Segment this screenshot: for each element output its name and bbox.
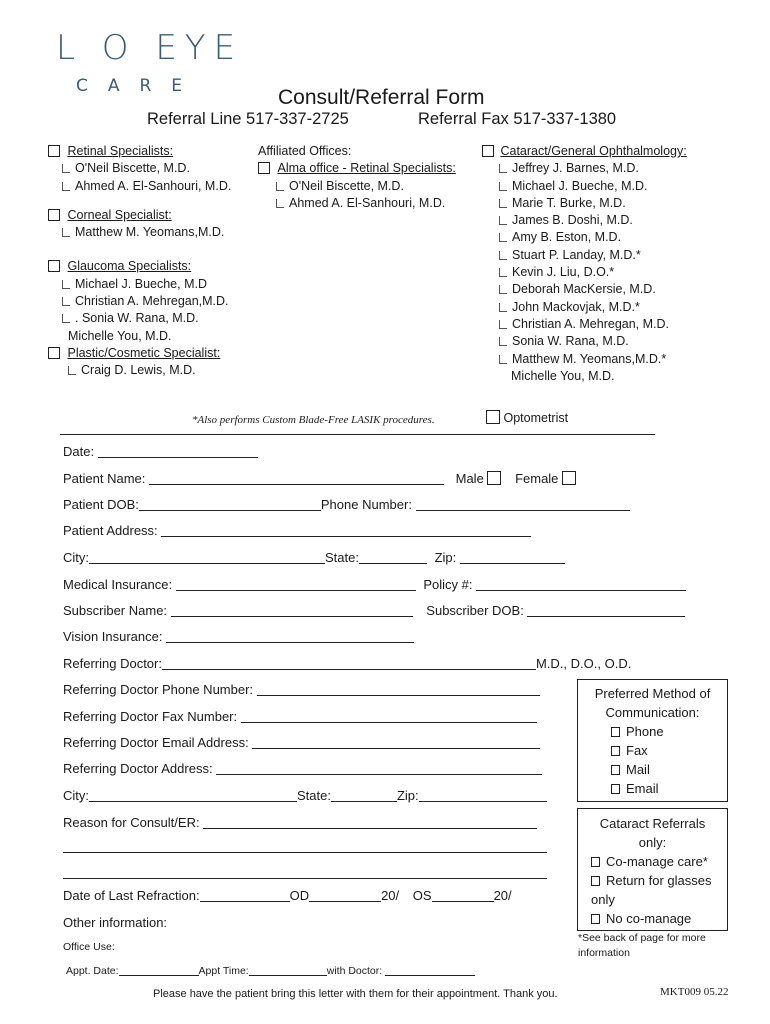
- dob-input[interactable]: [139, 497, 321, 511]
- ref-doctor-input[interactable]: [162, 656, 536, 670]
- reason-input[interactable]: [203, 815, 537, 829]
- retinal-doctor: Ahmed A. El-Sanhouri, M.D.: [62, 178, 231, 195]
- cataract-column: [482, 143, 687, 385]
- tick-mark: [62, 182, 70, 191]
- preferred-option[interactable]: Mail: [611, 760, 727, 779]
- affiliated-title: Affiliated Offices:: [258, 144, 352, 158]
- ref-doctor-row: [63, 656, 631, 671]
- date-row: [63, 444, 258, 459]
- optometrist-checkbox[interactable]: [486, 410, 500, 424]
- appt-time-label: Appt Time:: [198, 965, 249, 977]
- refraction-row: [63, 888, 512, 903]
- subscriber-row: [63, 603, 685, 618]
- reason-line-2[interactable]: [63, 852, 547, 853]
- cataract-doctor: Deborah MacKersie, M.D.: [499, 281, 687, 298]
- appt-date-input[interactable]: [119, 964, 199, 976]
- policy-label: Policy #:: [423, 577, 473, 592]
- vision-label: Vision Insurance:: [63, 629, 163, 644]
- ref-fax-row: [63, 709, 537, 724]
- refraction-label: Date of Last Refraction:: [63, 888, 200, 903]
- ref-email-label: Referring Doctor Email Address:: [63, 735, 249, 750]
- cataract-doctor: Kevin J. Liu, D.O.*: [499, 264, 687, 281]
- glaucoma-section: [48, 258, 231, 344]
- cataract-referrals-title: Cataract Referrals only:: [599, 816, 706, 850]
- ref-doctor-suffix: M.D., D.O., O.D.: [535, 656, 632, 671]
- retinal-title: Retinal Specialists:: [67, 144, 174, 158]
- appt-time-input[interactable]: [249, 964, 327, 976]
- cataract-doctor: Amy B. Eston, M.D.: [499, 229, 687, 246]
- tick-mark: [499, 355, 507, 364]
- ref-phone-label: Referring Doctor Phone Number:: [63, 682, 254, 697]
- patient-name-row: [63, 471, 576, 486]
- form-code: MKT009 05.22: [660, 986, 729, 998]
- insurance-row: [63, 577, 686, 592]
- logo-care: CARE: [76, 76, 203, 96]
- os-input[interactable]: [432, 888, 494, 902]
- subscriber-input[interactable]: [171, 603, 413, 617]
- cataract-extra-doctor: Michelle You, M.D.: [511, 368, 615, 383]
- cataract-ref-option[interactable]: Return for glasses only: [591, 873, 712, 907]
- form-title: Consult/Referral Form: [278, 86, 485, 109]
- alma-doctor: O'Neil Biscette, M.D.: [276, 178, 456, 195]
- date-label: Date:: [63, 444, 95, 459]
- phone-checkbox[interactable]: [611, 727, 620, 737]
- preferred-option[interactable]: Fax: [611, 741, 727, 760]
- state-input[interactable]: [359, 550, 427, 564]
- cataract-doctor: John Mackovjak, M.D.*: [499, 299, 687, 316]
- tick-mark: [62, 314, 70, 323]
- policy-input[interactable]: [476, 577, 686, 591]
- optometrist-option: [486, 410, 568, 427]
- ref-address-row: [63, 761, 542, 776]
- tick-mark: [68, 366, 76, 375]
- with-doctor-label: with Doctor:: [326, 965, 383, 977]
- corneal-title: Corneal Specialist:: [67, 207, 172, 222]
- tick-mark: [62, 164, 70, 173]
- preferred-option[interactable]: Email: [611, 779, 727, 798]
- city-label: City:: [63, 550, 89, 565]
- tick-mark: [499, 320, 507, 329]
- alma-checkbox[interactable]: [258, 162, 270, 174]
- alma-office-title: Alma office - Retinal Specialists:: [277, 161, 456, 176]
- refraction-date-input[interactable]: [200, 888, 290, 902]
- ref-phone-row: [63, 682, 540, 697]
- retinal-checkbox[interactable]: [48, 145, 60, 157]
- co-manage-checkbox[interactable]: [591, 857, 600, 867]
- fax-checkbox[interactable]: [611, 746, 620, 756]
- office-use-label: Office Use:: [63, 941, 115, 953]
- tick-mark: [499, 164, 507, 173]
- cataract-header: [482, 143, 687, 160]
- referral-fax: Referral Fax 517-337-1380: [418, 110, 617, 128]
- ref-state-input[interactable]: [331, 788, 397, 802]
- insurance-input[interactable]: [176, 577, 416, 591]
- plastic-doctor: Craig D. Lewis, M.D.: [68, 362, 231, 379]
- cataract-ref-option[interactable]: No co-manage: [591, 909, 727, 928]
- referral-line: Referral Line 517-337-2725: [147, 110, 349, 128]
- plastic-section: [48, 345, 231, 380]
- cataract-checkbox[interactable]: [482, 145, 494, 157]
- section-divider: [60, 434, 655, 435]
- plastic-title: Plastic/Cosmetic Specialist:: [67, 345, 221, 360]
- cataract-doctor: Jeffrey J. Barnes, M.D.: [499, 160, 687, 177]
- cataract-doctor: Sonia W. Rana, M.D.: [499, 333, 687, 350]
- phone-input[interactable]: [416, 497, 630, 511]
- cataract-doctor: Stuart P. Landay, M.D.*: [499, 247, 687, 264]
- subscriber-dob-input[interactable]: [527, 603, 685, 617]
- mail-checkbox[interactable]: [611, 765, 620, 775]
- ref-city-label: City:: [63, 788, 89, 803]
- glaucoma-checkbox[interactable]: [48, 260, 60, 272]
- ref-fax-label: Referring Doctor Fax Number:: [63, 709, 238, 724]
- female-checkbox[interactable]: [562, 471, 576, 485]
- retinal-doctor: O'Neil Biscette, M.D.: [62, 160, 231, 177]
- tick-mark: [499, 337, 507, 346]
- dob-label: Patient DOB:: [63, 497, 139, 512]
- tick-mark: [499, 233, 507, 242]
- return-glasses-checkbox[interactable]: [591, 876, 600, 886]
- address-row: [63, 523, 531, 538]
- footer-note: Please have the patient bring this letter with them for their appointment. Thank you.: [153, 988, 558, 1000]
- cataract-doctor: Michael J. Bueche, M.D.: [499, 178, 687, 195]
- state-label: State:: [325, 550, 359, 565]
- glaucoma-doctor: Michael J. Bueche, M.D: [62, 276, 231, 293]
- preferred-method-title: Preferred Method of Communication:: [594, 686, 711, 720]
- os-20-label: 20/: [493, 888, 512, 903]
- ref-phone-input[interactable]: [257, 682, 540, 696]
- male-label: Male: [455, 471, 484, 486]
- cataract-doctor: Marie T. Burke, M.D.: [499, 195, 687, 212]
- preferred-option[interactable]: Phone: [611, 722, 727, 741]
- plastic-checkbox[interactable]: [48, 347, 60, 359]
- tick-mark: [62, 297, 70, 306]
- other-info-label: Other information:: [63, 915, 168, 930]
- subscriber-label: Subscriber Name:: [63, 603, 168, 618]
- glaucoma-title: Glaucoma Specialists:: [67, 259, 192, 274]
- date-input[interactable]: [98, 444, 258, 458]
- ref-email-input[interactable]: [252, 735, 540, 749]
- retinal-section: [48, 143, 231, 195]
- address-input[interactable]: [161, 523, 531, 537]
- patient-name-label: Patient Name:: [63, 471, 146, 486]
- vision-input[interactable]: [166, 629, 414, 643]
- cataract-title: Cataract/General Ophthalmology:: [500, 144, 687, 158]
- subscriber-dob-label: Subscriber DOB:: [426, 603, 524, 618]
- preferred-method-panel: [577, 679, 728, 802]
- dob-row: [63, 497, 630, 512]
- glaucoma-doctor: Christian A. Mehregan,M.D.: [62, 293, 231, 310]
- glaucoma-doctor: . Sonia W. Rana, M.D.: [62, 310, 231, 327]
- address-label: Patient Address:: [63, 523, 158, 538]
- reason-row: [63, 815, 537, 830]
- ref-state-label: State:: [297, 788, 331, 803]
- ref-address-label: Referring Doctor Address:: [63, 761, 213, 776]
- ref-address-input[interactable]: [216, 761, 542, 775]
- ref-email-row: [63, 735, 540, 750]
- affiliated-column: [258, 143, 456, 212]
- tick-mark: [499, 303, 507, 312]
- cataract-doctor-list: [499, 160, 687, 368]
- optometrist-label: Optometrist: [503, 411, 569, 425]
- appt-date-label: Appt. Date:: [66, 965, 119, 977]
- tick-mark: [276, 199, 284, 208]
- tick-mark: [499, 285, 507, 294]
- tick-mark: [276, 182, 284, 191]
- cataract-ref-option[interactable]: Co-manage care*: [591, 852, 727, 871]
- phone-label: Phone Number:: [320, 497, 412, 512]
- os-label: OS: [412, 888, 432, 903]
- cataract-referrals-panel: [577, 808, 728, 931]
- reason-line-3[interactable]: [63, 878, 547, 879]
- tick-mark: [499, 182, 507, 191]
- ref-fax-input[interactable]: [241, 709, 537, 723]
- ref-doctor-label: Referring Doctor:: [63, 656, 162, 671]
- city-row: [63, 550, 565, 565]
- od-label: OD: [289, 888, 310, 903]
- od-input[interactable]: [309, 888, 381, 902]
- reason-label: Reason for Consult/ER:: [63, 815, 200, 830]
- female-label: Female: [515, 471, 559, 486]
- tick-mark: [62, 228, 70, 237]
- ref-city-input[interactable]: [89, 788, 297, 802]
- cataract-doctor: James B. Doshi, M.D.: [499, 212, 687, 229]
- insurance-label: Medical Insurance:: [63, 577, 173, 592]
- zip-input[interactable]: [460, 550, 565, 564]
- tick-mark: [499, 199, 507, 208]
- see-back-note: *See back of page for more information: [578, 932, 706, 959]
- patient-name-input[interactable]: [149, 471, 444, 485]
- cataract-doctor: Matthew M. Yeomans,M.D.*: [499, 351, 687, 368]
- ref-zip-input[interactable]: [419, 788, 547, 802]
- left-column: [48, 143, 231, 380]
- alma-office: [258, 160, 456, 177]
- email-checkbox[interactable]: [611, 784, 620, 794]
- ref-city-row: [63, 788, 547, 803]
- zip-label: Zip:: [434, 550, 457, 565]
- tick-mark: [62, 280, 70, 289]
- glaucoma-extra-doctor: Michelle You, M.D.: [68, 328, 172, 343]
- ref-zip-label: Zip:: [396, 788, 419, 803]
- alma-doctor: Ahmed A. El-Sanhouri, M.D.: [276, 195, 456, 212]
- male-checkbox[interactable]: [487, 471, 501, 485]
- od-20-label: 20/: [381, 888, 400, 903]
- with-doctor-input[interactable]: [385, 964, 475, 976]
- tick-mark: [499, 251, 507, 260]
- office-use-row: [66, 964, 475, 977]
- city-input[interactable]: [89, 550, 325, 564]
- corneal-section: [48, 207, 231, 242]
- corneal-checkbox[interactable]: [48, 209, 60, 221]
- vision-row: [63, 629, 414, 644]
- no-co-manage-checkbox[interactable]: [591, 914, 600, 924]
- lasik-note: *Also performs Custom Blade-Free LASIK procedures.: [192, 414, 435, 426]
- tick-mark: [499, 216, 507, 225]
- cataract-doctor: Christian A. Mehregan, M.D.: [499, 316, 687, 333]
- corneal-doctor: Matthew M. Yeomans,M.D.: [62, 224, 231, 241]
- logo-wordmark: L O EYE: [56, 28, 244, 68]
- tick-mark: [499, 268, 507, 277]
